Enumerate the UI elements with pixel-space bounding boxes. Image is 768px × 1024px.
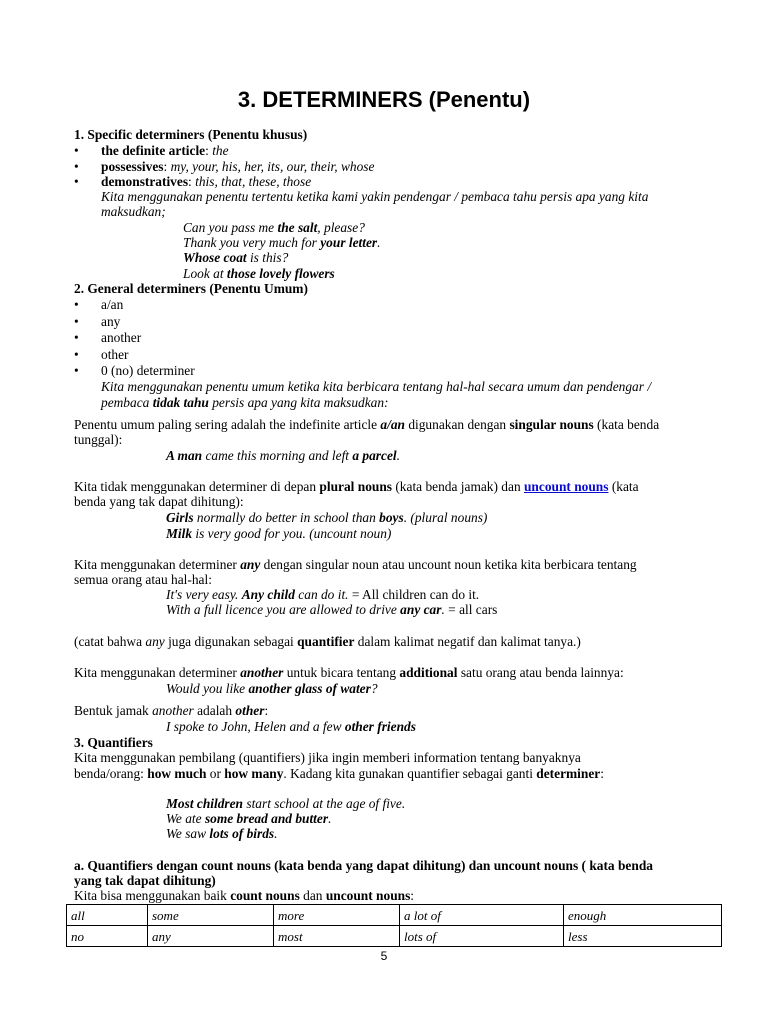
example-line: Thank you very much for your letter. [183,235,381,250]
list-item: any [101,314,121,329]
section-2-explanation-cont: pembaca tidak tahu persis apa yang kita maksudkan: [101,395,389,410]
bullet-dot: • [74,159,79,174]
paragraph-line: Kita menggunakan pembilang (quantifiers) jika ingin memberi information tentang banyaknya [74,750,581,765]
table-cell: more [274,905,400,926]
bullet-demonstratives: demonstratives: this, that, these, those [101,174,312,189]
example-line: Whose coat is this? [183,250,289,265]
paragraph-line: Penentu umum paling sering adalah the indefinite article a/an digunakan dengan singular nouns (kata benda [74,417,660,432]
table-cell: a lot of [400,905,564,926]
example-line: Milk is very good for you. (uncount noun) [166,526,392,541]
paragraph-line: benda yang tak dapat dihitung): [74,494,244,509]
table-cell: most [274,926,400,947]
section-2-heading: 2. General determiners (Penentu Umum) [74,281,308,296]
example-line: Can you pass me the salt, please? [183,220,365,235]
example-line: A man came this morning and left a parcel. [166,448,400,463]
bullet-possessives: possessives: my, your, his, her, its, our, their, whose [101,159,375,174]
page-title: 3. DETERMINERS (Penentu) [237,87,531,112]
list-item: 0 (no) determiner [101,363,195,378]
example-line: Most children start school at the age of five. [166,796,406,811]
bullet-dot: • [74,297,79,312]
table-cell: less [564,926,722,947]
paragraph-line: tunggal): [74,432,123,447]
list-item: a/an [101,297,124,312]
subsection-a-heading-cont: yang tak dapat dihitung) [74,873,216,888]
paragraph-line: Bentuk jamak another adalah other: [74,703,269,718]
list-item: other [101,347,129,362]
table-cell: no [67,926,148,947]
section-2-explanation: Kita menggunakan penentu umum ketika kita berbicara tentang hal-hal secara umum dan pendengar / [101,379,652,394]
section-1-explanation-cont: maksudkan; [101,204,166,219]
paragraph-line: (catat bahwa any juga digunakan sebagai quantifier dalam kalimat negatif dan kalimat tanya.) [74,634,581,649]
example-line: Would you like another glass of water? [166,681,378,696]
table-cell: some [148,905,274,926]
example-line: With a full licence you are allowed to drive any car. = all cars [166,602,498,617]
bullet-definite-article: the definite article: the [101,143,229,158]
list-item: another [101,330,142,345]
example-line: Girls normally do better in school than boys. (plural nouns) [166,510,488,525]
paragraph-line: semua orang atau hal-hal: [74,572,212,587]
section-3-heading: 3. Quantifiers [74,735,153,750]
table-cell: any [148,926,274,947]
example-line: Look at those lovely flowers [183,266,335,281]
paragraph-line: Kita bisa menggunakan baik count nouns dan uncount nouns: [74,888,415,903]
bullet-dot: • [74,174,79,189]
bullet-dot: • [74,314,79,329]
paragraph-line: Kita menggunakan determiner any dengan singular noun atau uncount noun ketika kita berbicara tentang [74,557,637,572]
example-line: It's very easy. Any child can do it. = All children can do it. [166,587,480,602]
table-cell: all [67,905,148,926]
example-line: I spoke to John, Helen and a few other friends [166,719,416,734]
subsection-a-heading: a. Quantifiers dengan count nouns (kata benda yang dapat dihitung) dan uncount nouns ( kata benda [74,858,653,873]
table-row [67,926,722,947]
table-row [67,905,722,926]
bullet-dot: • [74,143,79,158]
quantifier-table [66,904,722,947]
example-line: We ate some bread and butter. [166,811,332,826]
paragraph-line: benda/orang: how much or how many. Kadang kita gunakan quantifier sebagai ganti determiner: [74,766,604,781]
example-line: We saw lots of birds. [166,826,278,841]
section-1-heading: 1. Specific determiners (Penentu khusus) [74,127,308,142]
bullet-dot: • [74,330,79,345]
section-1-explanation: Kita menggunakan penentu tertentu ketika kami yakin pendengar / pembaca tahu persis apa yang kita [101,189,649,204]
table-cell: lots of [400,926,564,947]
table-cell: enough [564,905,722,926]
page-number: 5 [380,949,388,963]
paragraph-line: Kita menggunakan determiner another untuk bicara tentang additional satu orang atau benda lainnya: [74,665,624,680]
uncount-nouns-link[interactable]: uncount nouns [523,479,609,494]
bullet-dot: • [74,363,79,378]
bullet-dot: • [74,347,79,362]
paragraph-line: Kita tidak menggunakan determiner di depan plural nouns (kata benda jamak) dan uncount nouns (kata [74,479,639,494]
